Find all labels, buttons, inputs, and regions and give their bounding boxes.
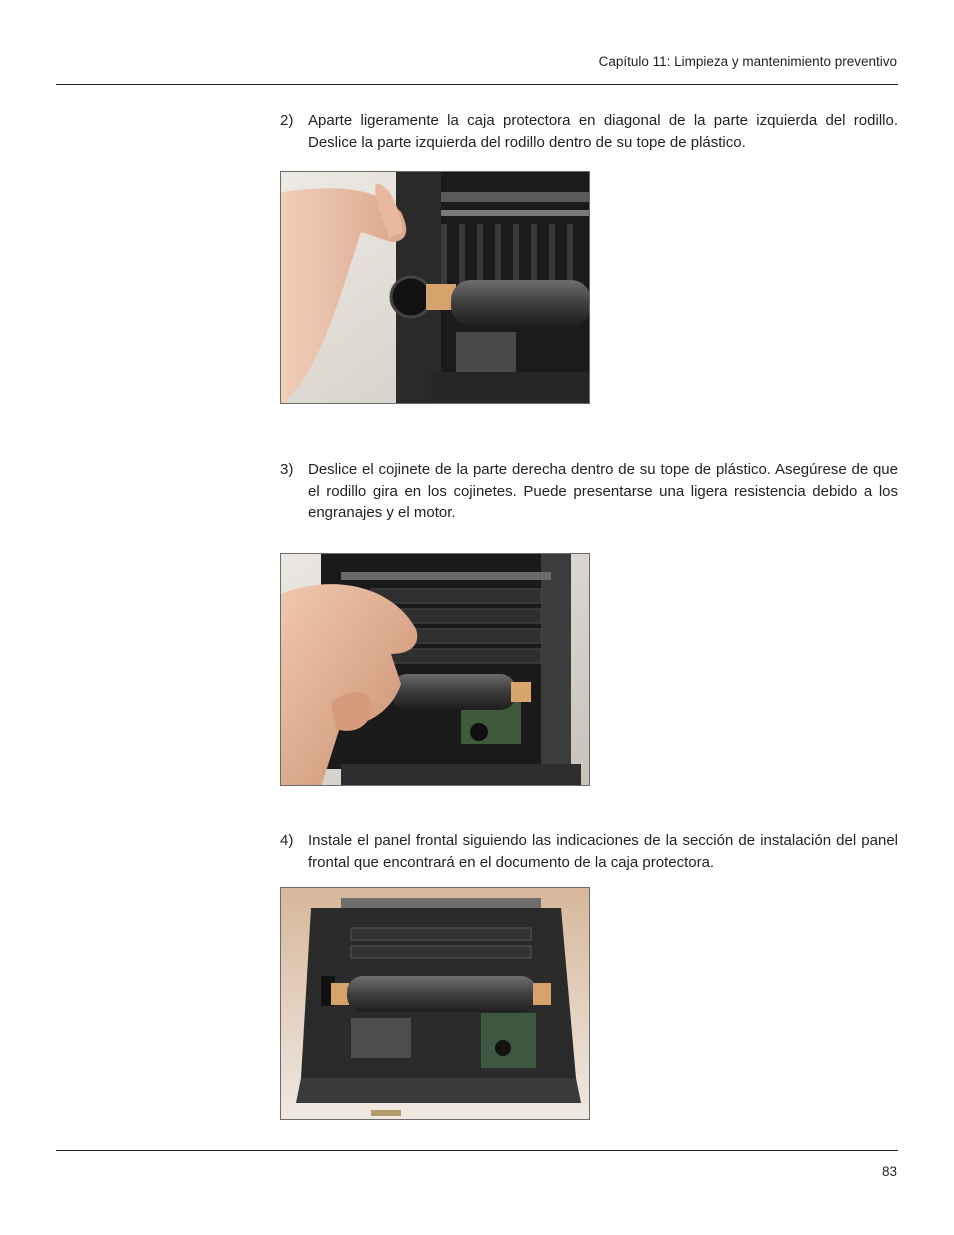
photo-step-3	[280, 553, 590, 786]
step-number: 3)	[280, 461, 294, 478]
photo-step-4	[280, 887, 590, 1120]
footer-rule	[56, 1150, 898, 1151]
step-number: 4)	[280, 832, 294, 849]
chapter-header: Capítulo 11: Limpieza y mantenimiento preventivo	[598, 54, 897, 69]
step-3	[280, 459, 898, 524]
step-text: Aparte ligeramente la caja protectora en diagonal de la parte izquierda del rodillo. Deslice la parte izquierda del rodillo dentro de su tope de plástico.	[308, 112, 898, 151]
header-rule	[56, 84, 898, 85]
step-4	[280, 830, 898, 873]
step-number: 2)	[280, 112, 294, 129]
step-text: Deslice el cojinete de la parte derecha dentro de su tope de plástico. Asegúrese de que el rodillo gira en los cojinetes. Puede presentarse una ligera resistencia debido a los engranajes y el motor.	[308, 461, 898, 521]
step-2	[280, 110, 898, 153]
photo-step-2	[280, 171, 590, 404]
page-number: 83	[881, 1164, 897, 1179]
step-text: Instale el panel frontal siguiendo las indicaciones de la sección de instalación del panel frontal que encontrará en el documento de la caja protectora.	[308, 832, 898, 871]
